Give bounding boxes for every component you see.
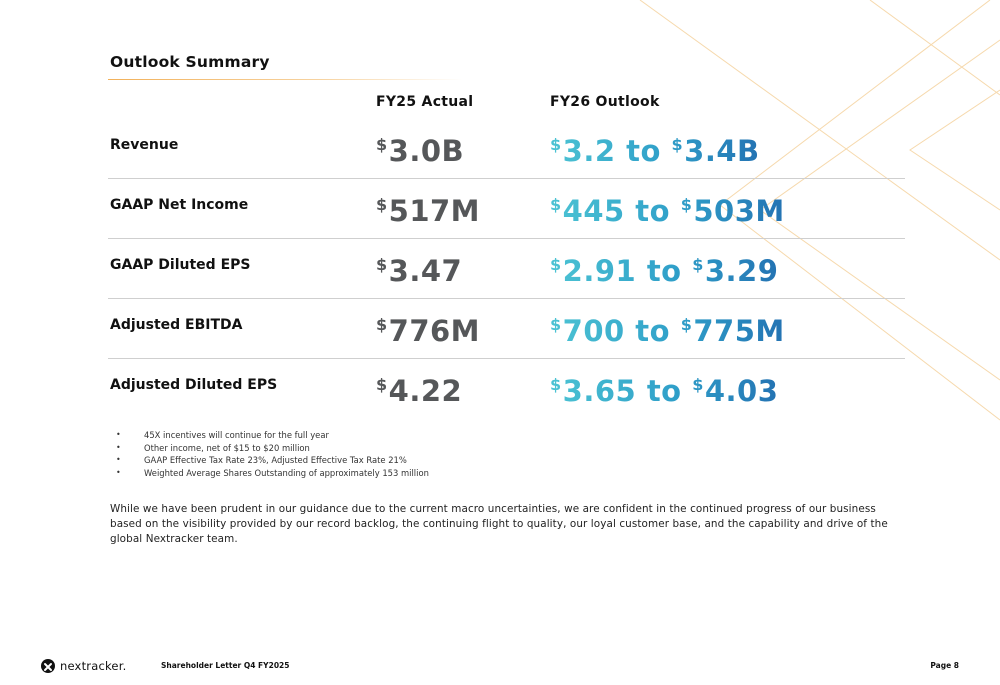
list-item: • GAAP Effective Tax Rate 23%, Adjusted Effective Tax Rate 21% (116, 455, 407, 465)
column-header-actual: FY25 Actual (376, 94, 474, 110)
outlook-row-gaap-diluted-eps (108, 235, 905, 295)
outlook-range: $445 to $503M (550, 175, 785, 241)
actual-value: $776M (376, 314, 481, 348)
column-header-outlook: FY26 Outlook (550, 94, 660, 110)
assumption-list (116, 429, 429, 479)
title-underline (108, 79, 463, 80)
row-label: Revenue (110, 137, 179, 153)
outlook-range: $2.91 to $3.29 (550, 235, 778, 301)
row-label: Adjusted Diluted EPS (110, 377, 278, 393)
row-label: GAAP Diluted EPS (110, 257, 251, 273)
page-title: Outlook Summary (110, 53, 270, 71)
outlook-row-adjusted-ebitda (108, 295, 905, 355)
outlook-row-adjusted-diluted-eps (108, 355, 905, 415)
outlook-row-gaap-net-income (108, 175, 905, 235)
outlook-range: $3.2 to $3.4B (550, 115, 760, 181)
list-item: • Other income, net of $15 to $20 million (116, 442, 310, 453)
outlook-range: $3.65 to $4.03 (550, 355, 778, 421)
outlook-range: $700 to $775M (550, 295, 785, 361)
body-paragraph: While we have been prudent in our guidance due to the current macro uncertainties, we are confident in the continued progress of our business based on the visibility provided by our record backlog, the continuing flight to quality, our loyal customer base, and the capability and drive of the global Nextracker team. (110, 503, 888, 546)
page-number: Page 8 (930, 661, 959, 670)
actual-value: $3.47 (376, 254, 463, 288)
list-item: • Weighted Average Shares Outstanding of approximately 153 million (116, 467, 429, 478)
outlook-row-revenue (108, 115, 905, 175)
nextracker-logo-icon (41, 659, 55, 673)
row-label: GAAP Net Income (110, 197, 249, 213)
list-item: • 45X incentives will continue for the full year (116, 430, 329, 440)
actual-value: $517M (376, 194, 481, 228)
brand-name: nextracker. (60, 659, 127, 673)
row-label: Adjusted EBITDA (110, 317, 243, 333)
actual-value: $4.22 (376, 374, 463, 408)
actual-value: $3.0B (376, 134, 465, 168)
footer-document-title: Shareholder Letter Q4 FY2025 (161, 661, 290, 670)
